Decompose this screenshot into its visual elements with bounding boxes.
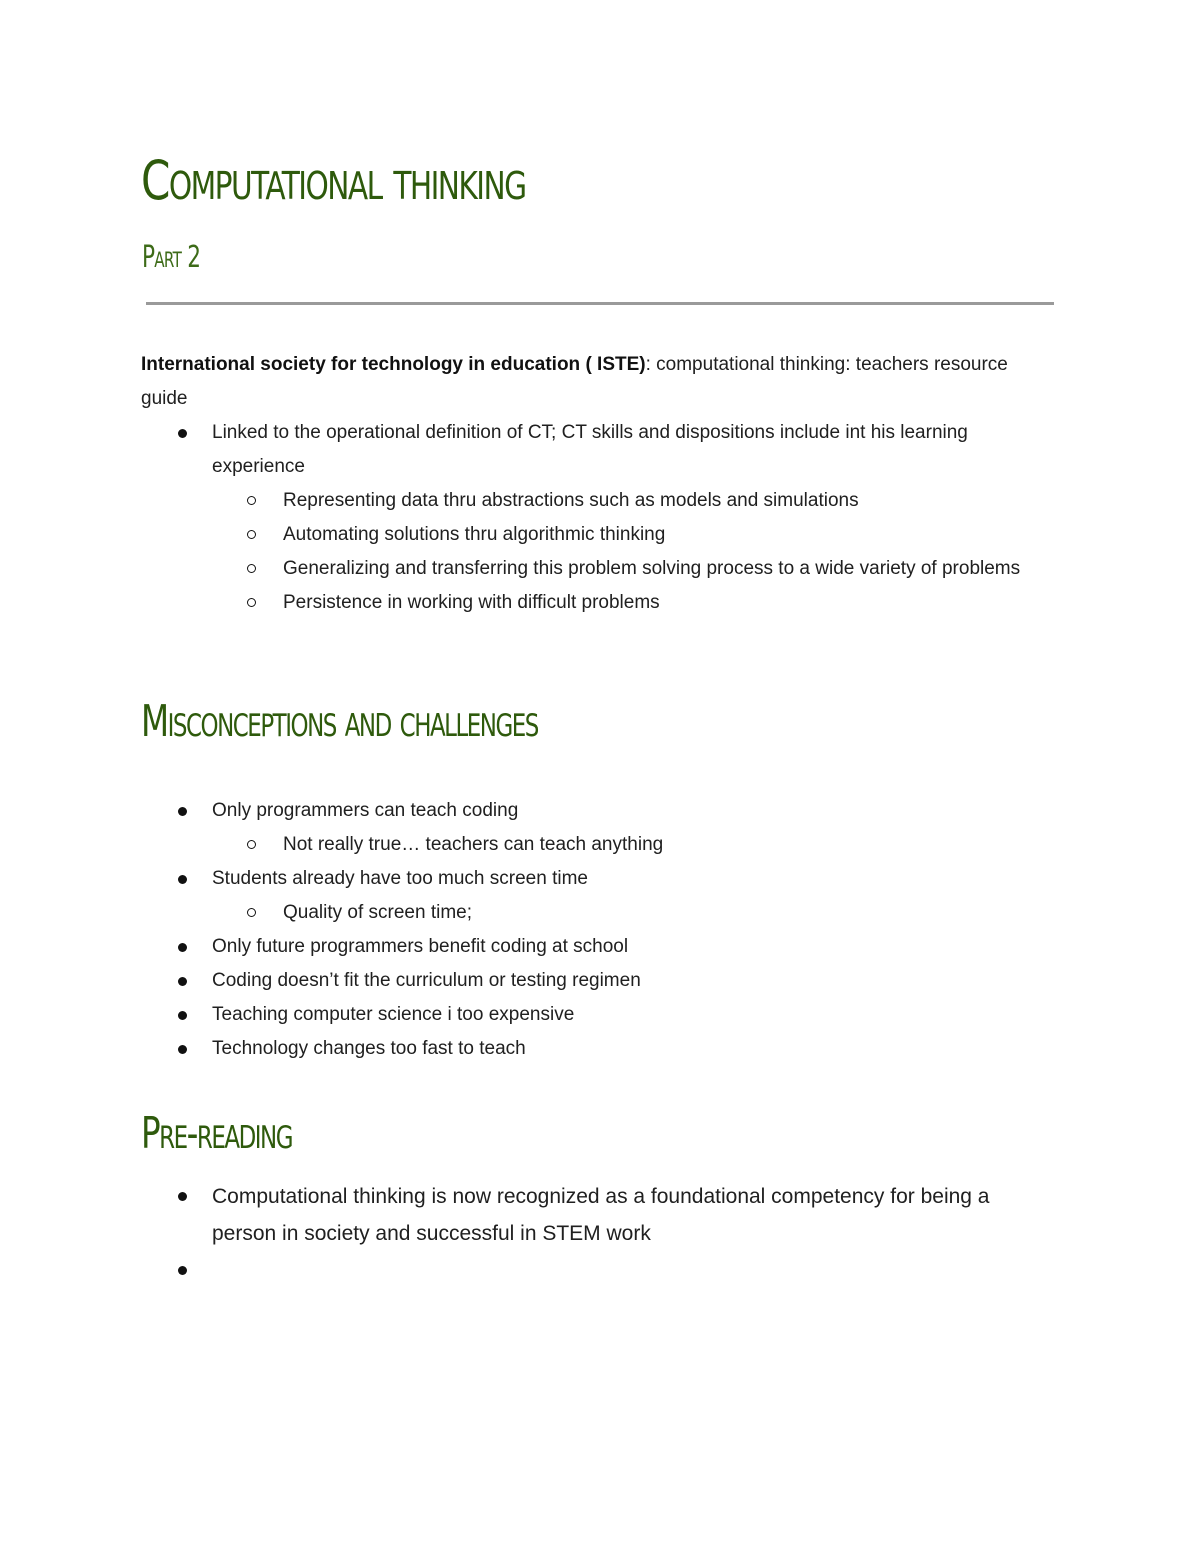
sub-list-item [247,518,1056,552]
sub-list-item-text: Not really true… teachers can teach anything [283,834,664,855]
hollow-bullet-icon [247,530,256,539]
pre-reading-list [176,1178,1056,1289]
sub-list-item [247,484,1056,518]
list-item [176,1178,1056,1252]
hollow-bullet-icon [247,840,256,849]
list-item-text: Students already have too much screen time [212,868,588,889]
ct-skills-list [176,416,1056,620]
bullet-icon [178,977,187,986]
sub-list-item-text: Quality of screen time; [283,902,473,923]
sub-list [176,828,1056,862]
intro-rest-text: : computational thinking: teachers resource guide [141,354,1008,409]
intro-bold-source: International society for technology in education ( ISTE) [141,354,646,375]
sub-list-item [247,828,1056,862]
section-heading-misconceptions: Misconceptions and challenges [141,696,538,747]
list-item-text: Linked to the operational definition of CT; CT skills and dispositions include int his learning experience [212,422,968,477]
intro-paragraph [141,348,1041,416]
list-item-text [212,1259,218,1282]
bullet-icon [178,429,187,438]
sub-list-item-text: Generalizing and transferring this problem solving process to a wide variety of problems [283,558,1021,579]
section-heading-pre-reading: Pre-reading [141,1108,293,1159]
sub-list-item-text: Persistence in working with difficult problems [283,592,660,613]
misconceptions-list [176,794,1056,1066]
list-item-empty [176,1252,1056,1289]
document-title: Computational thinking [141,149,526,212]
hollow-bullet-icon [247,598,256,607]
list-item [176,416,1056,620]
sub-list-item-text: Representing data thru abstractions such as models and simulations [283,490,859,511]
list-item-text: Technology changes too fast to teach [212,1038,526,1059]
list-item [176,1032,1056,1066]
sub-list [176,484,1056,620]
sub-list-item [247,896,1056,930]
bullet-icon [178,1192,187,1201]
list-item [176,862,1056,930]
document-subtitle: Part 2 [142,240,201,275]
sub-list [176,896,1056,930]
list-item-text: Teaching computer science i too expensive [212,1004,575,1025]
list-item [176,930,1056,964]
hollow-bullet-icon [247,564,256,573]
list-item [176,964,1056,998]
bullet-icon [178,1266,187,1275]
horizontal-divider [146,302,1054,305]
bullet-icon [178,1011,187,1020]
sub-list-item-text: Automating solutions thru algorithmic thinking [283,524,666,545]
bullet-icon [178,1045,187,1054]
bullet-icon [178,807,187,816]
sub-list-item [247,552,1056,586]
bullet-icon [178,943,187,952]
list-item-text: Coding doesn’t fit the curriculum or testing regimen [212,970,641,991]
list-item-text: Only future programmers benefit coding at school [212,936,629,957]
list-item-text: Computational thinking is now recognized as a foundational competency for being a person in society and successful in STEM work [212,1185,990,1245]
list-item [176,794,1056,862]
bullet-icon [178,875,187,884]
sub-list-item [247,586,1056,620]
hollow-bullet-icon [247,496,256,505]
list-item [176,998,1056,1032]
list-item-text: Only programmers can teach coding [212,800,519,821]
hollow-bullet-icon [247,908,256,917]
